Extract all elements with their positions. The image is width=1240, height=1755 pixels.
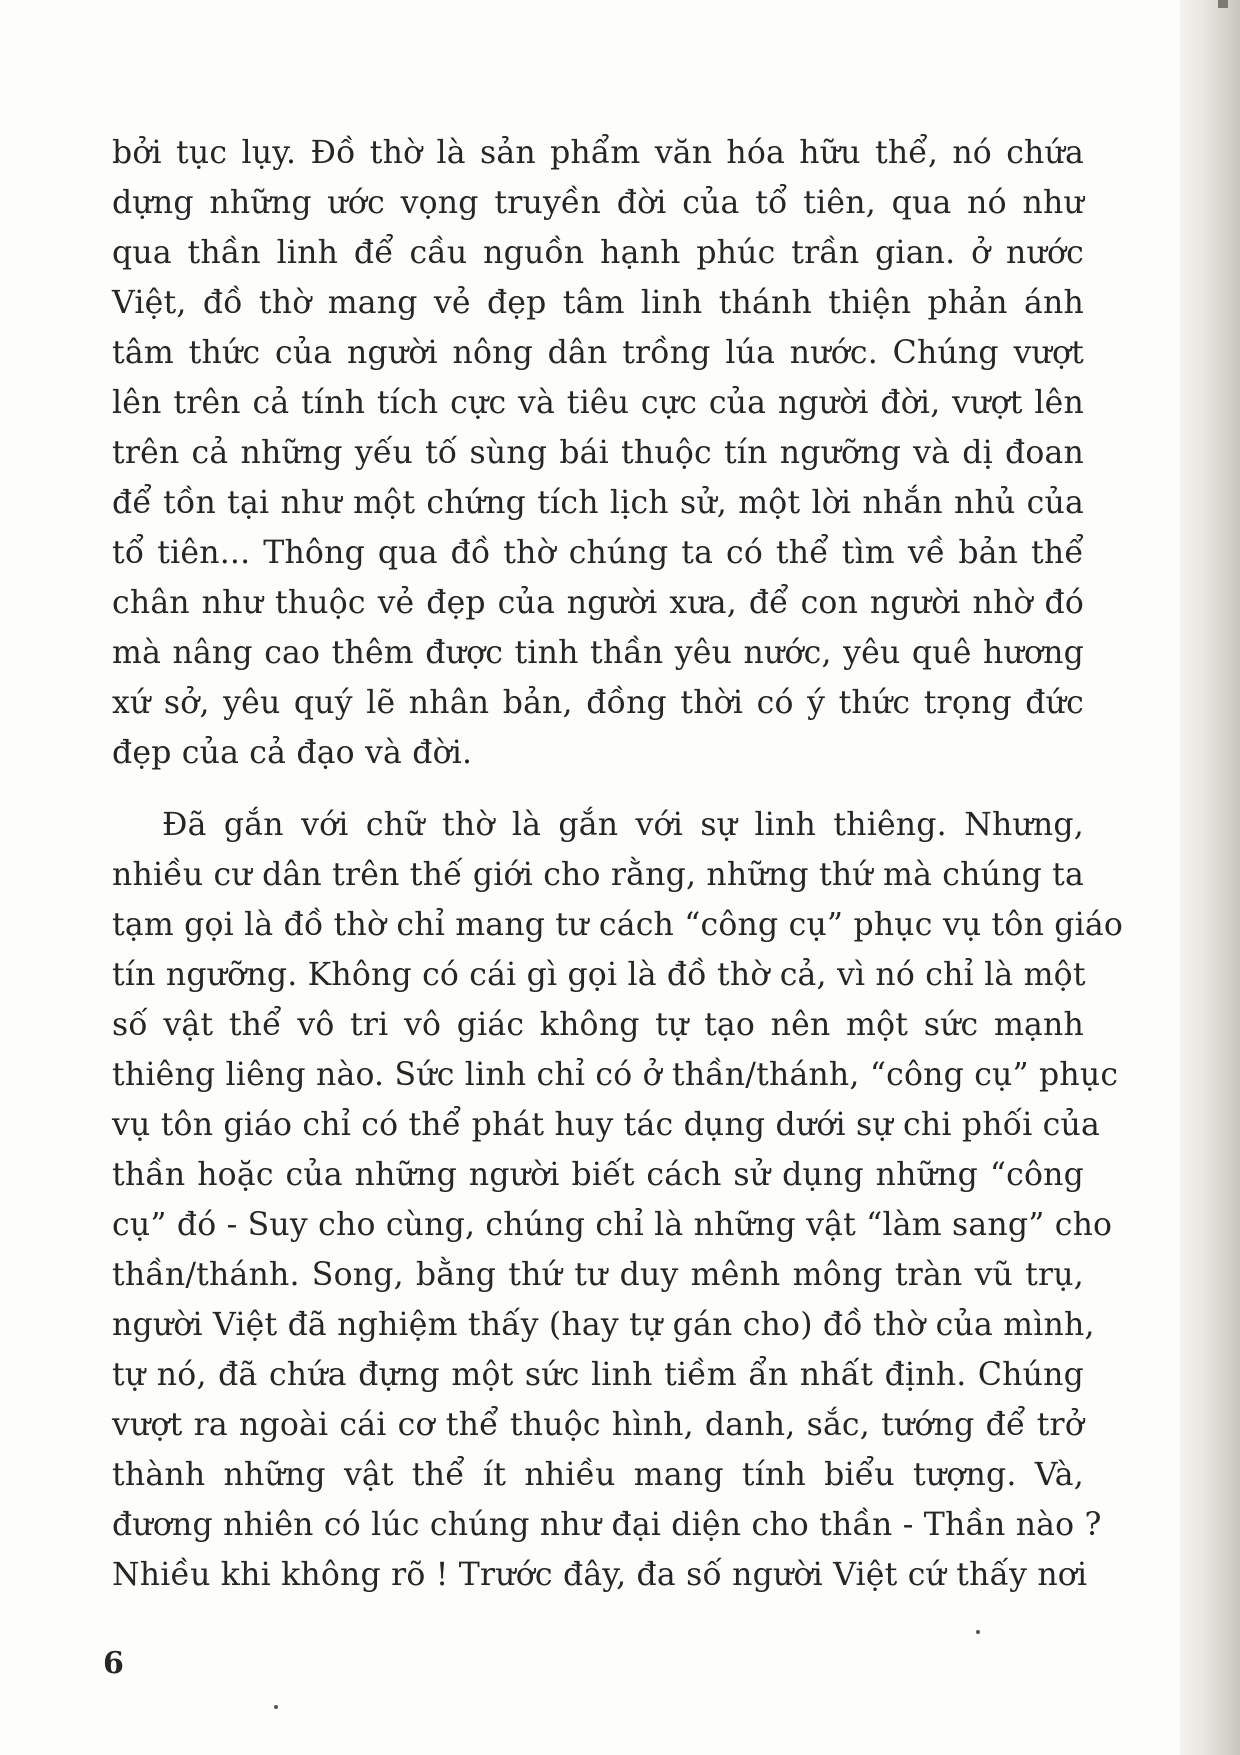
text-line: tự nó, đã chứa đựng một sức linh tiềm ẩn nhất định. Chúng (112, 1357, 1084, 1393)
text-line: lên trên cả tính tích cực và tiêu cực của người đời, vượt lên (112, 385, 1084, 421)
text-line: trên cả những yếu tố sùng bái thuộc tín ngưỡng và dị đoan (112, 435, 1084, 471)
text-line: Đã gắn với chữ thờ là gắn với sự linh thiêng. Nhưng, (162, 807, 1084, 843)
text-line: thần hoặc của những người biết cách sử dụng những “công (112, 1157, 1084, 1193)
text-line: vượt ra ngoài cái cơ thể thuộc hình, danh, sắc, tướng để trở (112, 1407, 1084, 1443)
text-line: nhiều cư dân trên thế giới cho rằng, những thứ mà chúng ta (112, 857, 1084, 893)
text-line: dựng những ước vọng truyền đời của tổ tiên, qua nó như (112, 185, 1084, 221)
text-line: cụ” đó - Suy cho cùng, chúng chỉ là những vật “làm sang” cho (112, 1207, 1113, 1243)
text-line: để tồn tại như một chứng tích lịch sử, một lời nhắn nhủ của (112, 485, 1084, 521)
body-text (112, 128, 1124, 1600)
text-line: thành những vật thể ít nhiều mang tính biểu tượng. Và, (112, 1457, 1084, 1493)
page-number: 6 (103, 1646, 124, 1681)
paragraph-2 (112, 800, 1124, 1600)
text-line: tạm gọi là đồ thờ chỉ mang tư cách “công cụ” phục vụ tôn giáo (112, 907, 1124, 943)
text-line: số vật thể vô tri vô giác không tự tạo nên một sức mạnh (112, 1007, 1084, 1043)
spine-mark (1218, 0, 1228, 8)
text-line: vụ tôn giáo chỉ có thể phát huy tác dụng dưới sự chi phối của (112, 1107, 1100, 1143)
text-line: qua thần linh để cầu nguồn hạnh phúc trần gian. ở nước (112, 235, 1084, 271)
text-line: bởi tục lụy. Đồ thờ là sản phẩm văn hóa hữu thể, nó chứa (112, 135, 1084, 171)
text-line: mà nâng cao thêm được tinh thần yêu nước, yêu quê hương (112, 635, 1084, 671)
text-line: thiêng liêng nào. Sức linh chỉ có ở thần/thánh, “công cụ” phục (112, 1057, 1119, 1093)
text-line: tâm thức của người nông dân trồng lúa nước. Chúng vượt (112, 335, 1084, 371)
text-line: đương nhiên có lúc chúng như đại diện cho thần - Thần nào ? (112, 1507, 1102, 1543)
text-line: tổ tiên... Thông qua đồ thờ chúng ta có thể tìm về bản thể (112, 535, 1084, 571)
text-line: tín ngưỡng. Không có cái gì gọi là đồ thờ cả, vì nó chỉ là một (112, 957, 1086, 993)
text-line: người Việt đã nghiệm thấy (hay tự gán cho) đồ thờ của mình, (112, 1307, 1095, 1343)
page-spine-shadow (1180, 0, 1240, 1755)
text-line: Việt, đồ thờ mang vẻ đẹp tâm linh thánh thiện phản ánh (112, 285, 1084, 321)
text-line: đẹp của cả đạo và đời. (112, 735, 473, 771)
text-line: xứ sở, yêu quý lẽ nhân bản, đồng thời có ý thức trọng đức (112, 685, 1084, 721)
paper-speck (976, 1630, 980, 1634)
paper-speck (274, 1705, 278, 1709)
text-line: Nhiều khi không rõ ! Trước đây, đa số người Việt cứ thấy nơi (112, 1557, 1088, 1593)
text-line: thần/thánh. Song, bằng thứ tư duy mênh mông tràn vũ trụ, (112, 1257, 1084, 1293)
text-line: chân như thuộc vẻ đẹp của người xưa, để con người nhờ đó (112, 585, 1084, 621)
paragraph-1 (112, 128, 1084, 778)
